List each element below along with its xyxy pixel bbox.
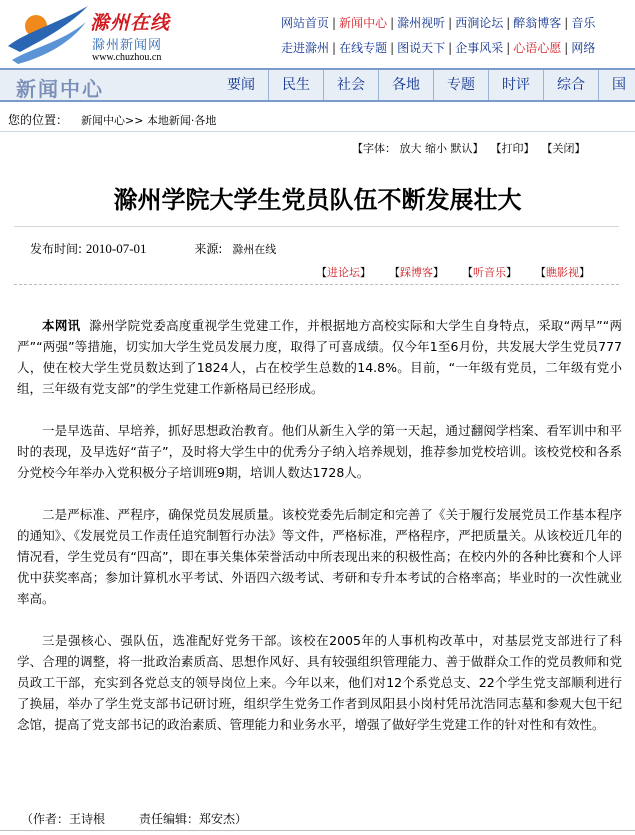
logo-emblem-icon (6, 2, 90, 66)
separator: | (332, 41, 337, 55)
channel-title: 新闻中心 (16, 77, 104, 101)
logo-title: 滁州在线 (90, 12, 171, 34)
separator: | (390, 16, 395, 30)
top-link-network[interactable]: 网络 (571, 41, 596, 55)
close-link[interactable]: 【关闭】 (541, 142, 586, 155)
source-label: 来源: (194, 242, 223, 256)
channel-navbar (0, 68, 635, 102)
article-byline (21, 809, 247, 830)
top-link-news-center[interactable]: 新闻中心 (339, 16, 388, 30)
top-link-enterprise[interactable]: 企事风采 (455, 41, 504, 55)
top-link-topics[interactable]: 在线专题 (339, 41, 388, 55)
title-divider (14, 226, 619, 227)
logo-url: www.chuzhou.cn (92, 52, 162, 63)
quick-link-blog[interactable]: 【踩博客】 (389, 266, 444, 279)
source-value: 滁州在线 (232, 243, 277, 256)
separator: | (448, 41, 453, 55)
quick-link-forum[interactable]: 【进论坛】 (316, 266, 371, 279)
nav-item-local[interactable]: 各地 (378, 70, 433, 100)
font-default-link[interactable]: 默认 (450, 142, 473, 155)
nav-item-livelihood[interactable]: 民生 (268, 70, 323, 100)
site-header (0, 0, 635, 68)
separator: | (390, 41, 395, 55)
breadcrumb-label: 您的位置： (8, 113, 69, 127)
footer-divider (0, 830, 635, 831)
quick-links (316, 264, 590, 280)
breadcrumb (0, 102, 635, 132)
font-enlarge-link[interactable]: 放大 (399, 142, 422, 155)
font-shrink-link[interactable]: 缩小 (425, 142, 447, 155)
quick-link-music[interactable]: 【听音乐】 (462, 266, 517, 279)
print-link[interactable]: 【打印】 (490, 142, 535, 155)
article-meta (30, 240, 276, 257)
breadcrumb-path[interactable]: 新闻中心>> 本地新闻·各地 (81, 114, 217, 127)
separator: | (564, 41, 569, 55)
font-size-close: 】 (472, 142, 484, 155)
nav-item-society[interactable]: 社会 (323, 70, 378, 100)
separator: | (506, 16, 511, 30)
top-link-home[interactable]: 网站首页 (281, 16, 330, 30)
nav-item-headlines[interactable]: 要闻 (227, 77, 255, 93)
article-tools (352, 140, 586, 156)
top-links-row-2 (281, 39, 635, 56)
top-link-music[interactable]: 音乐 (571, 16, 596, 30)
font-size-label: 【字体： (352, 142, 396, 155)
separator: | (506, 41, 511, 55)
nav-item-general[interactable]: 综合 (543, 70, 598, 100)
separator: | (332, 16, 337, 30)
article-body (17, 315, 622, 826)
nav-item-commentary[interactable]: 时评 (488, 70, 543, 100)
nav-item-topics[interactable]: 专题 (433, 70, 488, 100)
top-link-wishes[interactable]: 心语心愿 (513, 41, 562, 55)
meta-divider (14, 284, 619, 285)
article-title: 滁州学院大学生党员队伍不断发展壮大 (113, 185, 522, 214)
channel-nav (214, 70, 635, 100)
paragraph-2: 一是早选苗、早培养，抓好思想政治教育。他们从新生入学的第一天起，通过翻阅学档案、看军训中和平时的表现，及早选好“苗子”，及时将大学生中的优秀分子纳入培养规划，推荐参加党校培训。该校党校和各系分党校今年举办入党积极分子培训班9期，培训人数达1728人。 (17, 423, 622, 480)
author-line: （作者：王诗根 (21, 812, 106, 826)
paragraph-4: 三是强核心、强队伍，选准配好党务干部。该校在2005年的人事机构改革中，对基层党支部进行了科学、合理的调整，将一批政治素质高、思想作风好、具有较强组织管理能力、善于做群众工作的党员教师和党员政工干部，充实到各党总支的领导岗位上来。今年以来，他们对12个系党总支、22个学生党支部顺利进行了换届，举办了学生党支部书记研讨班，组织学生党务工作者到凤阳县小岗村凭吊沈浩同志墓和参观大包干纪念馆，提高了党支部书记的政治素质、管理能力和业务水平，增强了做好学生党建工作的针对性和有效性。 (17, 633, 622, 732)
top-link-world-pics[interactable]: 图说天下 (397, 41, 446, 55)
top-link-video[interactable]: 滁州视听 (397, 16, 446, 30)
site-logo[interactable] (6, 2, 196, 66)
paragraph-1: 本网讯 滁州学院党委高度重视学生党建工作，并根据地方高校实际和大学生自身特点，采取“两早”“两严”“两强”等措施，切实加大学生党员发展力度，取得了可喜成绩。仅今年1至6月份，共发展大学生党员777人，使在校大学生党员数达到了1824人，占在校学生总数的14.8%。目前，“一年级有党员，二年级有党小组，三年级有党支部”的学生党建工作新格局已经形成。 (17, 318, 622, 396)
nav-item-international[interactable]: 国 (598, 70, 635, 100)
top-link-forum[interactable]: 西涧论坛 (455, 16, 504, 30)
quick-link-video[interactable]: 【瞧影视】 (535, 266, 590, 279)
top-links-row-1 (281, 14, 635, 31)
separator: | (448, 16, 453, 30)
top-link-visit[interactable]: 走进滁州 (281, 41, 330, 55)
paragraph-3: 二是严标准、严程序，确保党员发展质量。该校党委先后制定和完善了《关于履行发展党员工作基本程序的通知》、《发展党员工作责任追究制暂行办法》等文件，严格标准，严格程序，严把质量关。从该校近几年的情况看，学生党员有“四高”，即在事关集体荣誉活动中所表现出来的积极性高；在校内外的各种比赛和个人评优中获奖率高；参加计算机水平考试、外语四六级考试、考研和专升本考试的合格率高；毕业时的一次性就业率高。 (17, 507, 622, 606)
editor-line: 责任编辑：郑安杰） (139, 812, 248, 826)
separator: | (564, 16, 569, 30)
publish-label: 发布时间: (30, 242, 83, 256)
logo-subtitle: 滁州新闻网 (92, 38, 163, 53)
article-lead: 本网讯 (42, 318, 81, 333)
top-link-blog[interactable]: 醉翁博客 (513, 16, 562, 30)
publish-date: 2010-07-01 (85, 241, 147, 256)
